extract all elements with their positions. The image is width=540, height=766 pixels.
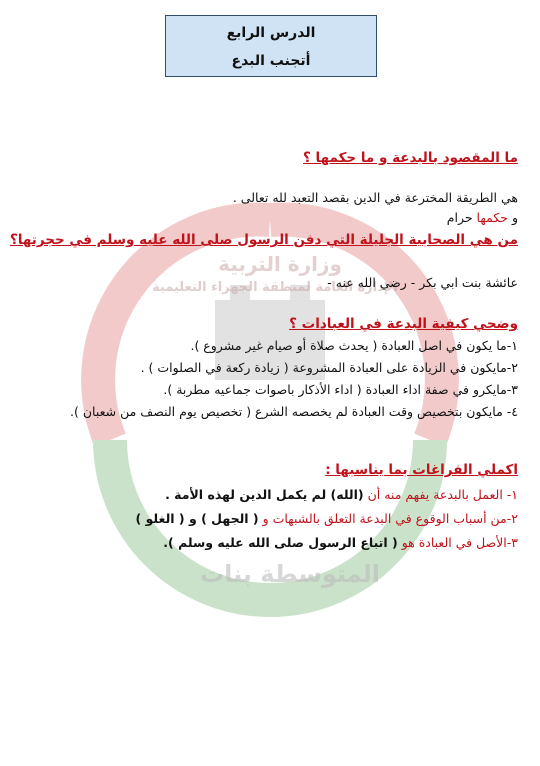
- fill-item: [22, 511, 518, 526]
- question-3: وضحي كيفية البدعة في العبادات ؟: [289, 316, 518, 332]
- fill-answer: ( اتباع الرسول صلى الله عليه وسلم ).: [163, 535, 398, 550]
- ruling-value: حرام: [446, 210, 477, 225]
- answer-2: عائشة بنت ابي بكر - رضي الله عنه -: [327, 275, 518, 290]
- question-2: من هي الصحابية الجليلة التي دفن الرسول صلى الله عليه وسلم في حجرتها؟: [9, 232, 518, 248]
- lesson-title: أتجنب البدع: [231, 53, 311, 69]
- list-item: ٢-مايكون في الزيادة على العبادة المشروعة ( زيادة ركعة في الصلوات ) .: [140, 360, 518, 375]
- list-item: ٣-مايكرو في صفة اداء العبادة ( اداء الأذكار باصوات جماعيه مطربة ).: [163, 382, 518, 397]
- fill-item: [22, 535, 518, 550]
- ruling-label: حكمها: [476, 210, 508, 225]
- question-4: اكملي الفراغات بما يناسبها :: [325, 462, 518, 478]
- lesson-number: الدرس الرابع: [226, 25, 316, 41]
- answer-1-definition: [22, 190, 518, 205]
- watermark-administration: الإدارة العامة لمنطقة الجهراء التعليمية: [152, 280, 398, 295]
- fill-prompt: ٢-من أسباب الوقوع في البدعة التعلق بالشبهات و: [258, 511, 518, 526]
- definition-text: هي الطريقة المخترعة في الدين بقصد التعبد لله تعالى .: [232, 190, 518, 205]
- fill-prompt: ٣-الأصل في العبادة هو: [397, 535, 518, 550]
- fill-item: [22, 487, 518, 502]
- question-1: ما المقصود بالبدعة و ما حكمها ؟: [303, 150, 518, 166]
- watermark-school: المتوسطة بنات: [200, 560, 380, 588]
- answer-1-ruling: [22, 210, 518, 225]
- list-item: ٤- مايكون بتخصيص وقت العبادة لم يخصصه الشرع ( تخصيص يوم النصف من شعبان ).: [70, 404, 518, 419]
- lesson-title-box: [165, 15, 377, 77]
- ruling-prefix: و: [507, 210, 518, 225]
- fill-prompt: ١- العمل بالبدعة يفهم منه أن: [363, 487, 518, 502]
- watermark-ministry: وزارة التربية: [218, 252, 342, 276]
- fill-answer: ( الجهل ) و ( الغلو ): [135, 511, 259, 526]
- fill-answer: (الله) لم يكمل الدين لهذه الأمة .: [165, 487, 364, 502]
- list-item: ١-ما يكون في اصل العبادة ( يحدث صلاة أو صيام غير مشروع ).: [190, 338, 518, 353]
